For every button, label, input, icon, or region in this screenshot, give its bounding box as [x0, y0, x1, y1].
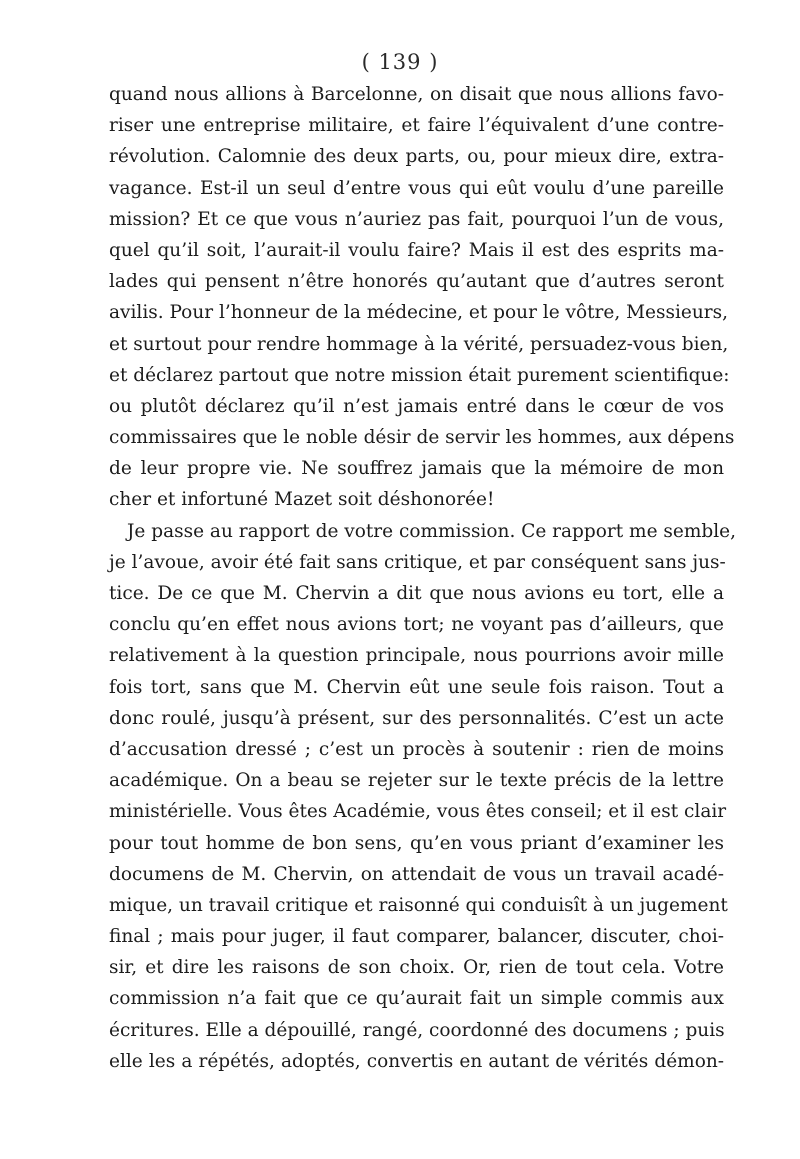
- text-line: riser une entreprise militaire, et faire l’équivalent d’une contre-: [109, 115, 724, 137]
- text-line: mission? Et ce que vous n’auriez pas fait, pourquoi l’un de vous,: [109, 208, 724, 230]
- text-line: ministérielle. Vous êtes Académie, vous êtes conseil; et il est clair: [109, 801, 727, 823]
- text-line: et surtout pour rendre hommage à la vérité, persuadez-vous bien,: [109, 333, 729, 355]
- text-line: d’accusation dressé ; c’est un procès à soutenir : rien de moins: [109, 738, 724, 760]
- text-line: de leur propre vie. Ne souffrez jamais que la mémoire de mon: [109, 458, 724, 480]
- text-line: commission n’a fait que ce qu’aurait fait un simple commis aux: [109, 988, 724, 1010]
- text-line: je l’avoue, avoir été fait sans critique, et par conséquent sans jus-: [109, 551, 726, 573]
- text-line: conclu qu’en effet nous avions tort; ne voyant pas d’ailleurs, que: [109, 614, 724, 636]
- text-line: relativement à la question principale, nous pourrions avoir mille: [109, 645, 724, 667]
- text-line: elle les a répétés, adoptés, convertis en autant de vérités démon-: [109, 1050, 724, 1072]
- text-line: donc roulé, jusqu’à présent, sur des personnalités. C’est un acte: [109, 707, 724, 729]
- text-line: quel qu’il soit, l’aurait-il voulu faire? Mais il est des esprits ma-: [109, 239, 724, 261]
- text-line: quand nous allions à Barcelonne, on disait que nous allions favo-: [109, 84, 724, 105]
- text-line: final ; mais pour juger, il faut comparer, balancer, discuter, choi-: [109, 926, 724, 948]
- text-line: documens de M. Chervin, on attendait de vous un travail acadé-: [109, 863, 724, 885]
- text-line: ou plutôt déclarez qu’il n’est jamais entré dans le cœur de vos: [109, 395, 724, 417]
- text-line: vagance. Est-il un seul d’entre vous qui eût voulu d’une pareille: [109, 177, 724, 199]
- text-line: cher et infortuné Mazet soit déshonorée!: [109, 489, 495, 511]
- text-line: pour tout homme de bon sens, qu’en vous priant d’examiner les: [109, 832, 724, 854]
- text-line: et déclarez partout que notre mission était purement scientifique:: [109, 364, 730, 386]
- text-line: commissaires que le noble désir de servir les hommes, aux dépens: [109, 427, 735, 449]
- text-line: tice. De ce que M. Chervin a dit que nous avions eu tort, elle a: [109, 583, 724, 604]
- page-body-text: [109, 79, 736, 1077]
- text-line: sir, et dire les raisons de son choix. Or, rien de tout cela. Votre: [109, 957, 724, 979]
- page-number: ( 139 ): [361, 50, 439, 74]
- text-line: fois tort, sans que M. Chervin eût une seule fois raison. Tout a: [109, 676, 724, 698]
- text-line: Je passe au rapport de votre commission. Ce rapport me semble,: [127, 520, 736, 542]
- text-line: écritures. Elle a dépouillé, rangé, coordonné des documens ; puis: [109, 1019, 725, 1041]
- text-line: mique, un travail critique et raisonné qui conduisît à un jugement: [109, 894, 728, 916]
- text-line: avilis. Pour l’honneur de la médecine, et pour le vôtre, Messieurs,: [109, 302, 728, 324]
- text-line: révolution. Calomnie des deux parts, ou, pour mieux dire, extra-: [109, 146, 724, 168]
- text-line: académique. On a beau se rejeter sur le texte précis de la lettre: [109, 770, 724, 792]
- text-line: lades qui pensent n’être honorés qu’autant que d’autres seront: [109, 271, 724, 293]
